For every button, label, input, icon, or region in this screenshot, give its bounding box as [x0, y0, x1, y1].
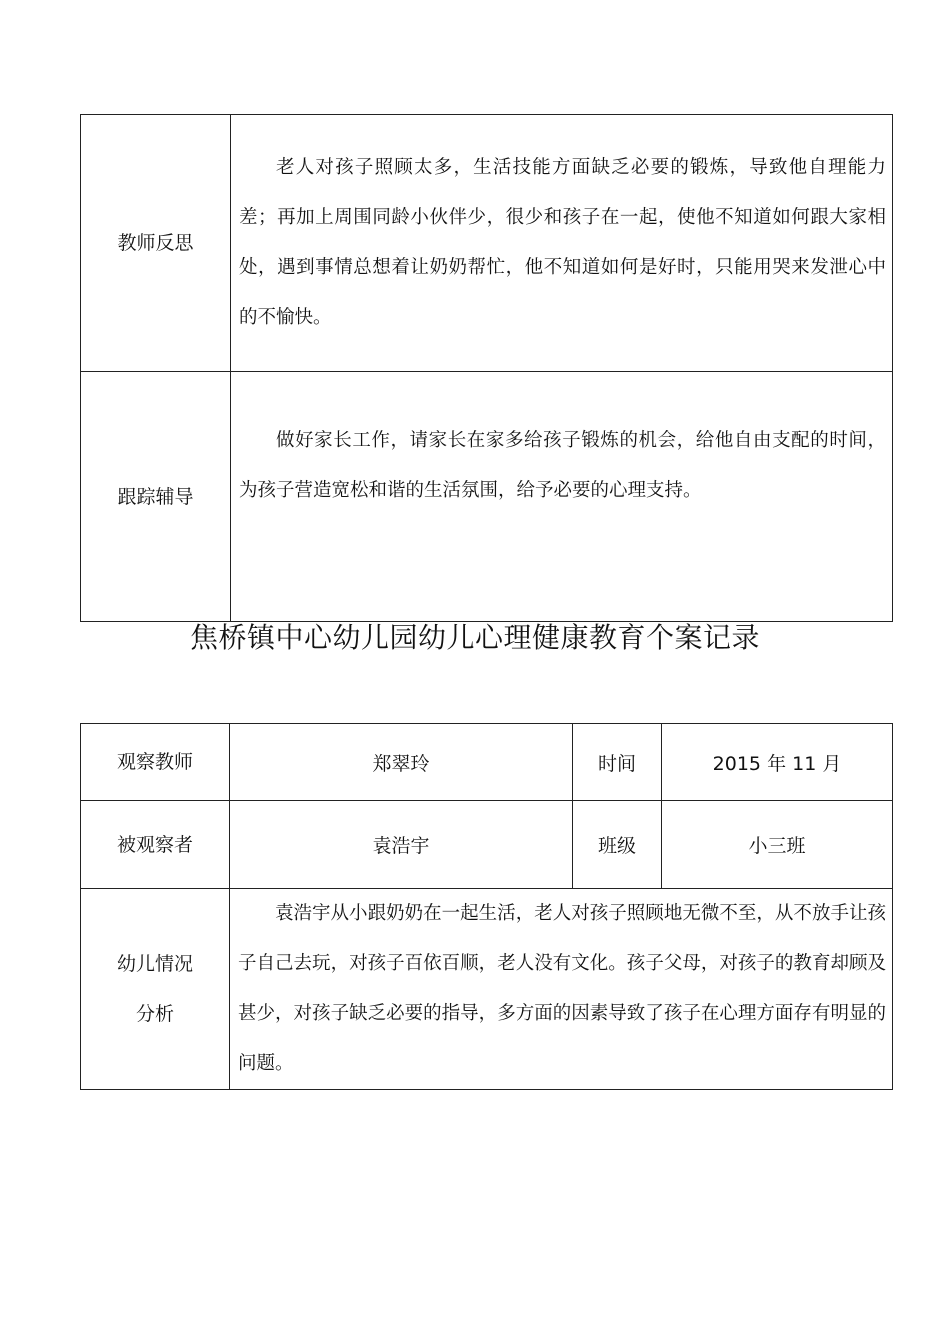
analysis-label: [81, 889, 230, 1090]
observer-label: 观察教师: [81, 724, 230, 801]
subject-value: 袁浩宇: [230, 801, 573, 889]
time-value: 2015 年 11 月: [662, 724, 893, 801]
guidance-label: 跟踪辅导: [81, 372, 231, 622]
class-value: 小三班: [662, 801, 893, 889]
reflection-text: 老人对孩子照顾太多，生活技能方面缺乏必要的锻炼，导致他自理能力差；再加上周围同龄小伙伴少，很少和孩子在一起，使他不知道如何跟大家相处，遇到事情总想着让奶奶帮忙，他不知道如何是好时，只能用哭来发泄心中的不愉快。: [239, 157, 886, 328]
case-record-table: [80, 723, 893, 1090]
analysis-text: 袁浩宇从小跟奶奶在一起生活，老人对孩子照顾地无微不至，从不放手让孩子自己去玩，对孩子百依百顺，老人没有文化。孩子父母，对孩子的教育却顾及甚少，对孩子缺乏必要的指导，多方面的因素导致了孩子在心理方面存有明显的问题。: [238, 903, 886, 1074]
class-label: 班级: [573, 801, 662, 889]
observer-value: 郑翠玲: [230, 724, 573, 801]
guidance-text: 做好家长工作，请家长在家多给孩子锻炼的机会，给他自由支配的时间，为孩子营造宽松和谐的生活氛围，给予必要的心理支持。: [239, 430, 886, 501]
reflection-label: 教师反思: [81, 115, 231, 372]
analysis-label-line2: 分析: [135, 1003, 174, 1025]
analysis-label-line1: 幼儿情况: [116, 953, 193, 975]
previous-record-table: [80, 114, 893, 622]
subject-label: 被观察者: [81, 801, 230, 889]
document-title: 焦桥镇中心幼儿园幼儿心理健康教育个案记录: [189, 621, 760, 654]
time-label: 时间: [573, 724, 662, 801]
